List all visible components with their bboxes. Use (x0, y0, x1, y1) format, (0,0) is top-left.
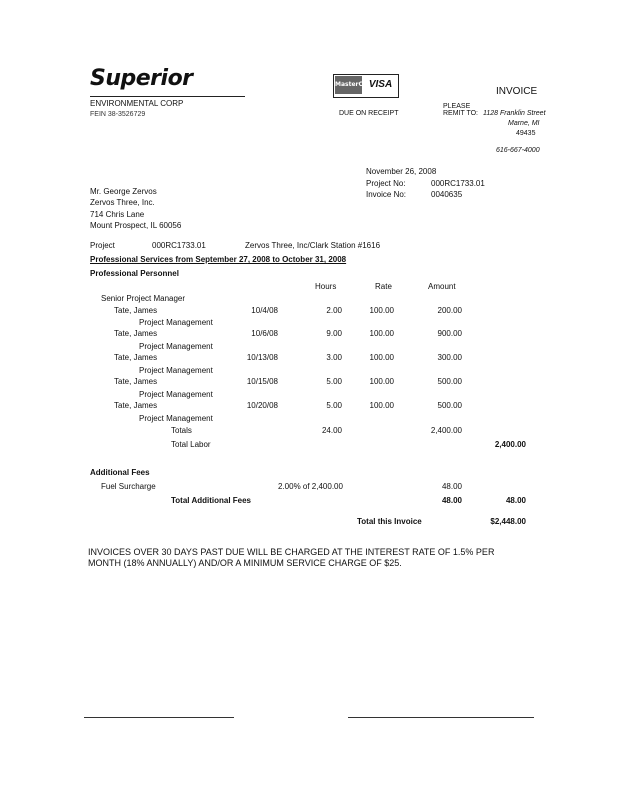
project-number: 000RC1733.01 (152, 241, 206, 250)
entry-date: 10/4/08 (251, 306, 278, 315)
entry-rate: 100.00 (369, 329, 394, 338)
project-no-label: Project No: (366, 179, 406, 188)
entry-amount: 900.00 (437, 329, 462, 338)
project-no-value: 000RC1733.01 (431, 179, 485, 188)
entry-note: Project Management (139, 390, 213, 399)
entry-note: Project Management (139, 342, 213, 351)
entry-note: Project Management (139, 366, 213, 375)
invoice-no-value: 0040635 (431, 190, 463, 199)
entry-hours: 5.00 (326, 377, 342, 386)
fuel-surcharge-label: Fuel Surcharge (101, 482, 156, 491)
total-additional-fees-label: Total Additional Fees (171, 496, 252, 505)
col-hours: Hours (315, 282, 337, 291)
logo-underline (90, 96, 245, 97)
remit-phone: 616-667-4000 (496, 147, 540, 154)
footer-rule-right (348, 717, 534, 718)
entry-amount: 200.00 (437, 306, 462, 315)
late-fee-notice-line2: MONTH (18% ANNUALLY) AND/OR A MINIMUM SERVICE CHARGE OF $25. (88, 558, 402, 568)
remit-zip: 49435 (516, 130, 536, 137)
invoice-date: November 26, 2008 (366, 167, 437, 176)
total-labor-value: 2,400.00 (494, 440, 526, 449)
invoice-no-label: Invoice No: (366, 190, 407, 199)
entry-name: Tate, James (114, 401, 158, 410)
footer-rule-left (84, 717, 234, 718)
entry-note: Project Management (139, 414, 213, 423)
company-name: ENVIRONMENTAL CORP (90, 99, 184, 108)
bill-to-line: Mr. George Zervos (90, 187, 157, 196)
entry-date: 10/15/08 (246, 377, 278, 386)
totals-amount: 2,400.00 (430, 426, 462, 435)
personnel-heading: Professional Personnel (90, 269, 179, 278)
entry-rate: 100.00 (369, 306, 394, 315)
bill-to-line: Zervos Three, Inc. (90, 198, 155, 207)
entry-hours: 5.00 (326, 401, 342, 410)
entry-date: 10/20/08 (246, 401, 278, 410)
company-fein: FEIN 38-3526729 (90, 111, 146, 118)
invoice-total-value: $2,448.00 (490, 517, 526, 526)
entry-rate: 100.00 (369, 353, 394, 362)
company-logo: Superior (90, 66, 193, 91)
entry-date: 10/6/08 (251, 329, 278, 338)
entry-name: Tate, James (114, 306, 158, 315)
entry-amount: 500.00 (437, 377, 462, 386)
invoice-total-label: Total this Invoice (357, 517, 422, 526)
entry-hours: 2.00 (326, 306, 342, 315)
totals-label: Totals (171, 426, 192, 435)
late-fee-notice-line1: INVOICES OVER 30 DAYS PAST DUE WILL BE CHARGED AT THE INTEREST RATE OF 1.5% PER (88, 547, 495, 557)
entry-rate: 100.00 (369, 401, 394, 410)
card-logos (333, 74, 399, 98)
total-labor-label: Total Labor (171, 440, 211, 449)
totals-hours: 24.00 (321, 426, 342, 435)
total-additional-fees-value: 48.00 (505, 496, 526, 505)
entry-hours: 3.00 (326, 353, 342, 362)
remit-street: 1128 Franklin Street (483, 110, 546, 117)
fuel-surcharge-amount: 48.00 (441, 482, 462, 491)
entry-note: Project Management (139, 318, 213, 327)
col-amount: Amount (428, 282, 456, 291)
total-additional-fees-amount: 48.00 (441, 496, 462, 505)
entry-name: Tate, James (114, 377, 158, 386)
remit-city: Marne, MI (508, 120, 540, 127)
remit-label: PLEASE REMIT TO: (443, 103, 479, 117)
project-description: Zervos Three, Inc/Clark Station #1616 (245, 241, 381, 250)
bill-to-line: Mount Prospect, IL 60056 (90, 221, 182, 230)
project-label: Project (90, 241, 115, 250)
invoice-title: INVOICE (496, 86, 538, 97)
col-rate: Rate (375, 282, 392, 291)
entry-date: 10/13/08 (246, 353, 278, 362)
services-period: Professional Services from September 27, 2008 to October 31, 2008 (90, 255, 347, 264)
bill-to-line: 714 Chris Lane (90, 210, 145, 219)
additional-fees-heading: Additional Fees (90, 468, 150, 477)
entry-name: Tate, James (114, 329, 158, 338)
entry-hours: 9.00 (326, 329, 342, 338)
role-label: Senior Project Manager (101, 294, 186, 303)
entry-amount: 300.00 (437, 353, 462, 362)
entry-amount: 500.00 (437, 401, 462, 410)
entry-name: Tate, James (114, 353, 158, 362)
mastercard-logo: MasterCard (335, 76, 362, 94)
visa-logo: VISA (368, 79, 393, 90)
due-on-receipt: DUE ON RECEIPT (339, 110, 399, 117)
entry-rate: 100.00 (369, 377, 394, 386)
fuel-surcharge-calc: 2.00% of 2,400.00 (278, 482, 343, 491)
